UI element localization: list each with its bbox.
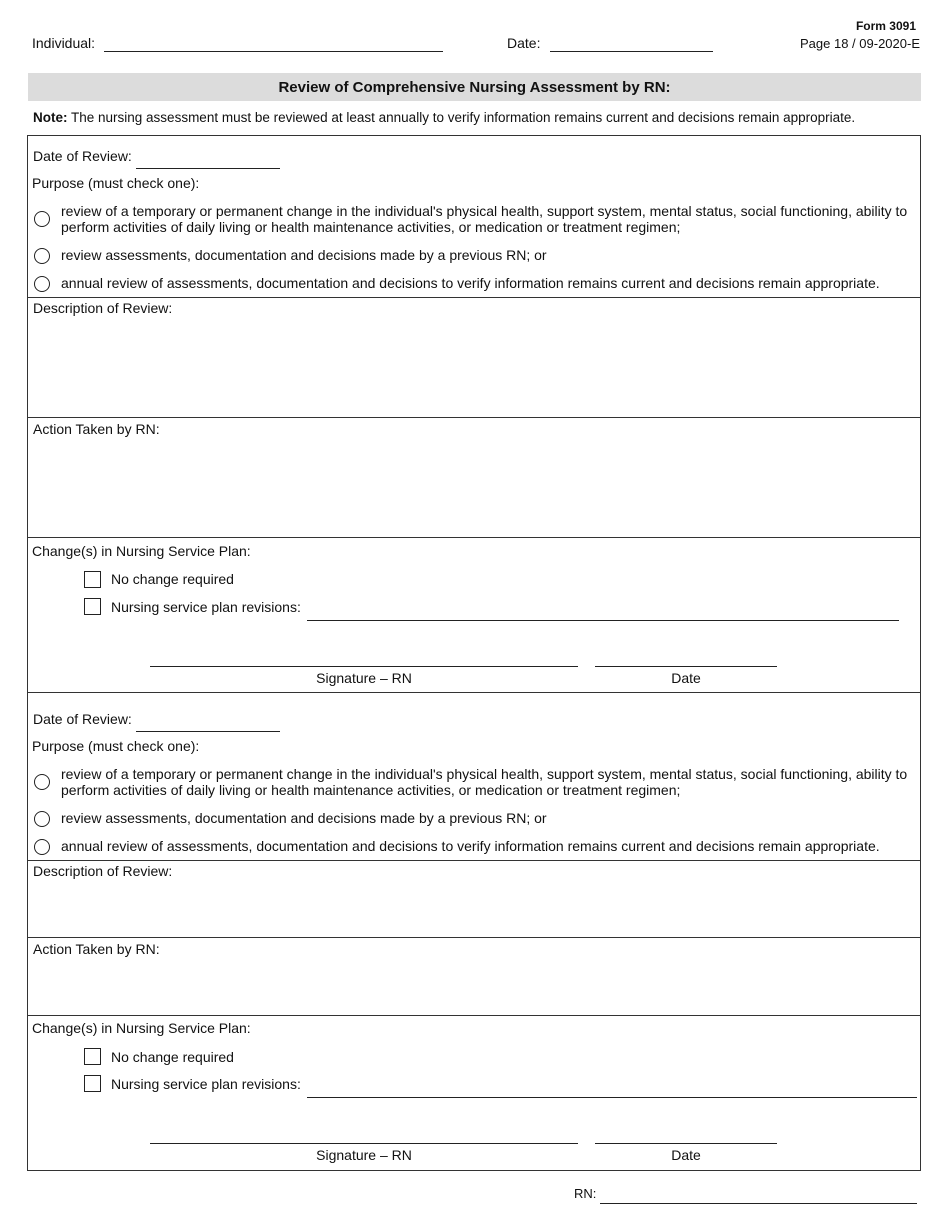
signature-date-line[interactable] [595,1143,777,1144]
divider [27,537,921,538]
note-label: Note: [33,110,68,125]
no-change-label: No change required [111,571,234,587]
individual-label: Individual: [32,35,96,51]
note [33,110,855,125]
rn-initials-field[interactable] [600,1203,917,1204]
divider [27,937,921,938]
signature-label: Signature – RN [316,670,412,686]
purpose-label: Purpose (must check one): [32,175,200,191]
description-label: Description of Review: [33,863,173,879]
changes-label: Change(s) in Nursing Service Plan: [32,1020,251,1036]
section-title: Review of Comprehensive Nursing Assessment by RN: [278,79,671,96]
header-date-field[interactable] [550,51,713,52]
revisions-label: Nursing service plan revisions: [111,599,301,615]
no-change-checkbox[interactable] [84,571,101,588]
revisions-checkbox[interactable] [84,1075,101,1092]
purpose-radio-previous-rn[interactable] [34,811,50,827]
purpose-option-previous-rn: review assessments, documentation and decisions made by a previous RN; or [61,247,547,263]
changes-label: Change(s) in Nursing Service Plan: [32,543,251,559]
purpose-radio-change[interactable] [34,211,50,227]
description-label: Description of Review: [33,300,173,316]
header-date-label: Date: [507,35,541,51]
action-area[interactable] [28,439,920,536]
page-info: Page 18 / 09-2020-E [800,36,920,51]
purpose-radio-change[interactable] [34,774,50,790]
divider [27,417,921,418]
date-of-review-field[interactable] [136,731,280,732]
purpose-option-annual: annual review of assessments, documentation and decisions to verify information remains current and decisions remain appropriate. [61,275,880,291]
signature-date-line[interactable] [595,666,777,667]
date-of-review-label: Date of Review: [33,148,132,164]
individual-field[interactable] [104,51,443,52]
description-area[interactable] [28,881,920,936]
revisions-field[interactable] [307,1097,917,1098]
date-of-review-field[interactable] [136,168,280,169]
signature-date-label: Date [671,670,701,686]
rn-initials-label: RN: [574,1186,597,1201]
divider [27,1015,921,1016]
revisions-checkbox[interactable] [84,598,101,615]
action-area[interactable] [28,959,920,1014]
description-area[interactable] [28,318,920,416]
date-of-review-label: Date of Review: [33,711,132,727]
signature-line[interactable] [150,1143,578,1144]
action-label: Action Taken by RN: [33,421,160,437]
signature-label: Signature – RN [316,1147,412,1163]
purpose-radio-annual[interactable] [34,839,50,855]
purpose-radio-annual[interactable] [34,276,50,292]
divider [27,297,921,298]
purpose-radio-previous-rn[interactable] [34,248,50,264]
signature-line[interactable] [150,666,578,667]
purpose-option-change: review of a temporary or permanent change in the individual's physical health, support system, mental status, social functioning, ability to perform activities of daily living or health maintenance activities, or medication or treatment regimen; [61,203,908,235]
note-text: The nursing assessment must be reviewed at least annually to verify information remains current and decisions remain appropriate. [67,110,856,125]
block-divider [27,692,921,693]
purpose-option-change: review of a temporary or permanent change in the individual's physical health, support system, mental status, social functioning, ability to perform activities of daily living or health maintenance activities, or medication or treatment regimen; [61,766,908,798]
purpose-label: Purpose (must check one): [32,738,200,754]
no-change-checkbox[interactable] [84,1048,101,1065]
signature-date-label: Date [671,1147,701,1163]
purpose-option-previous-rn: review assessments, documentation and decisions made by a previous RN; or [61,810,547,826]
no-change-label: No change required [111,1049,234,1065]
divider [27,860,921,861]
revisions-label: Nursing service plan revisions: [111,1076,301,1092]
revisions-field[interactable] [307,620,899,621]
purpose-option-annual: annual review of assessments, documentation and decisions to verify information remains current and decisions remain appropriate. [61,838,880,854]
form-number: Form 3091 [855,19,916,33]
action-label: Action Taken by RN: [33,941,160,957]
